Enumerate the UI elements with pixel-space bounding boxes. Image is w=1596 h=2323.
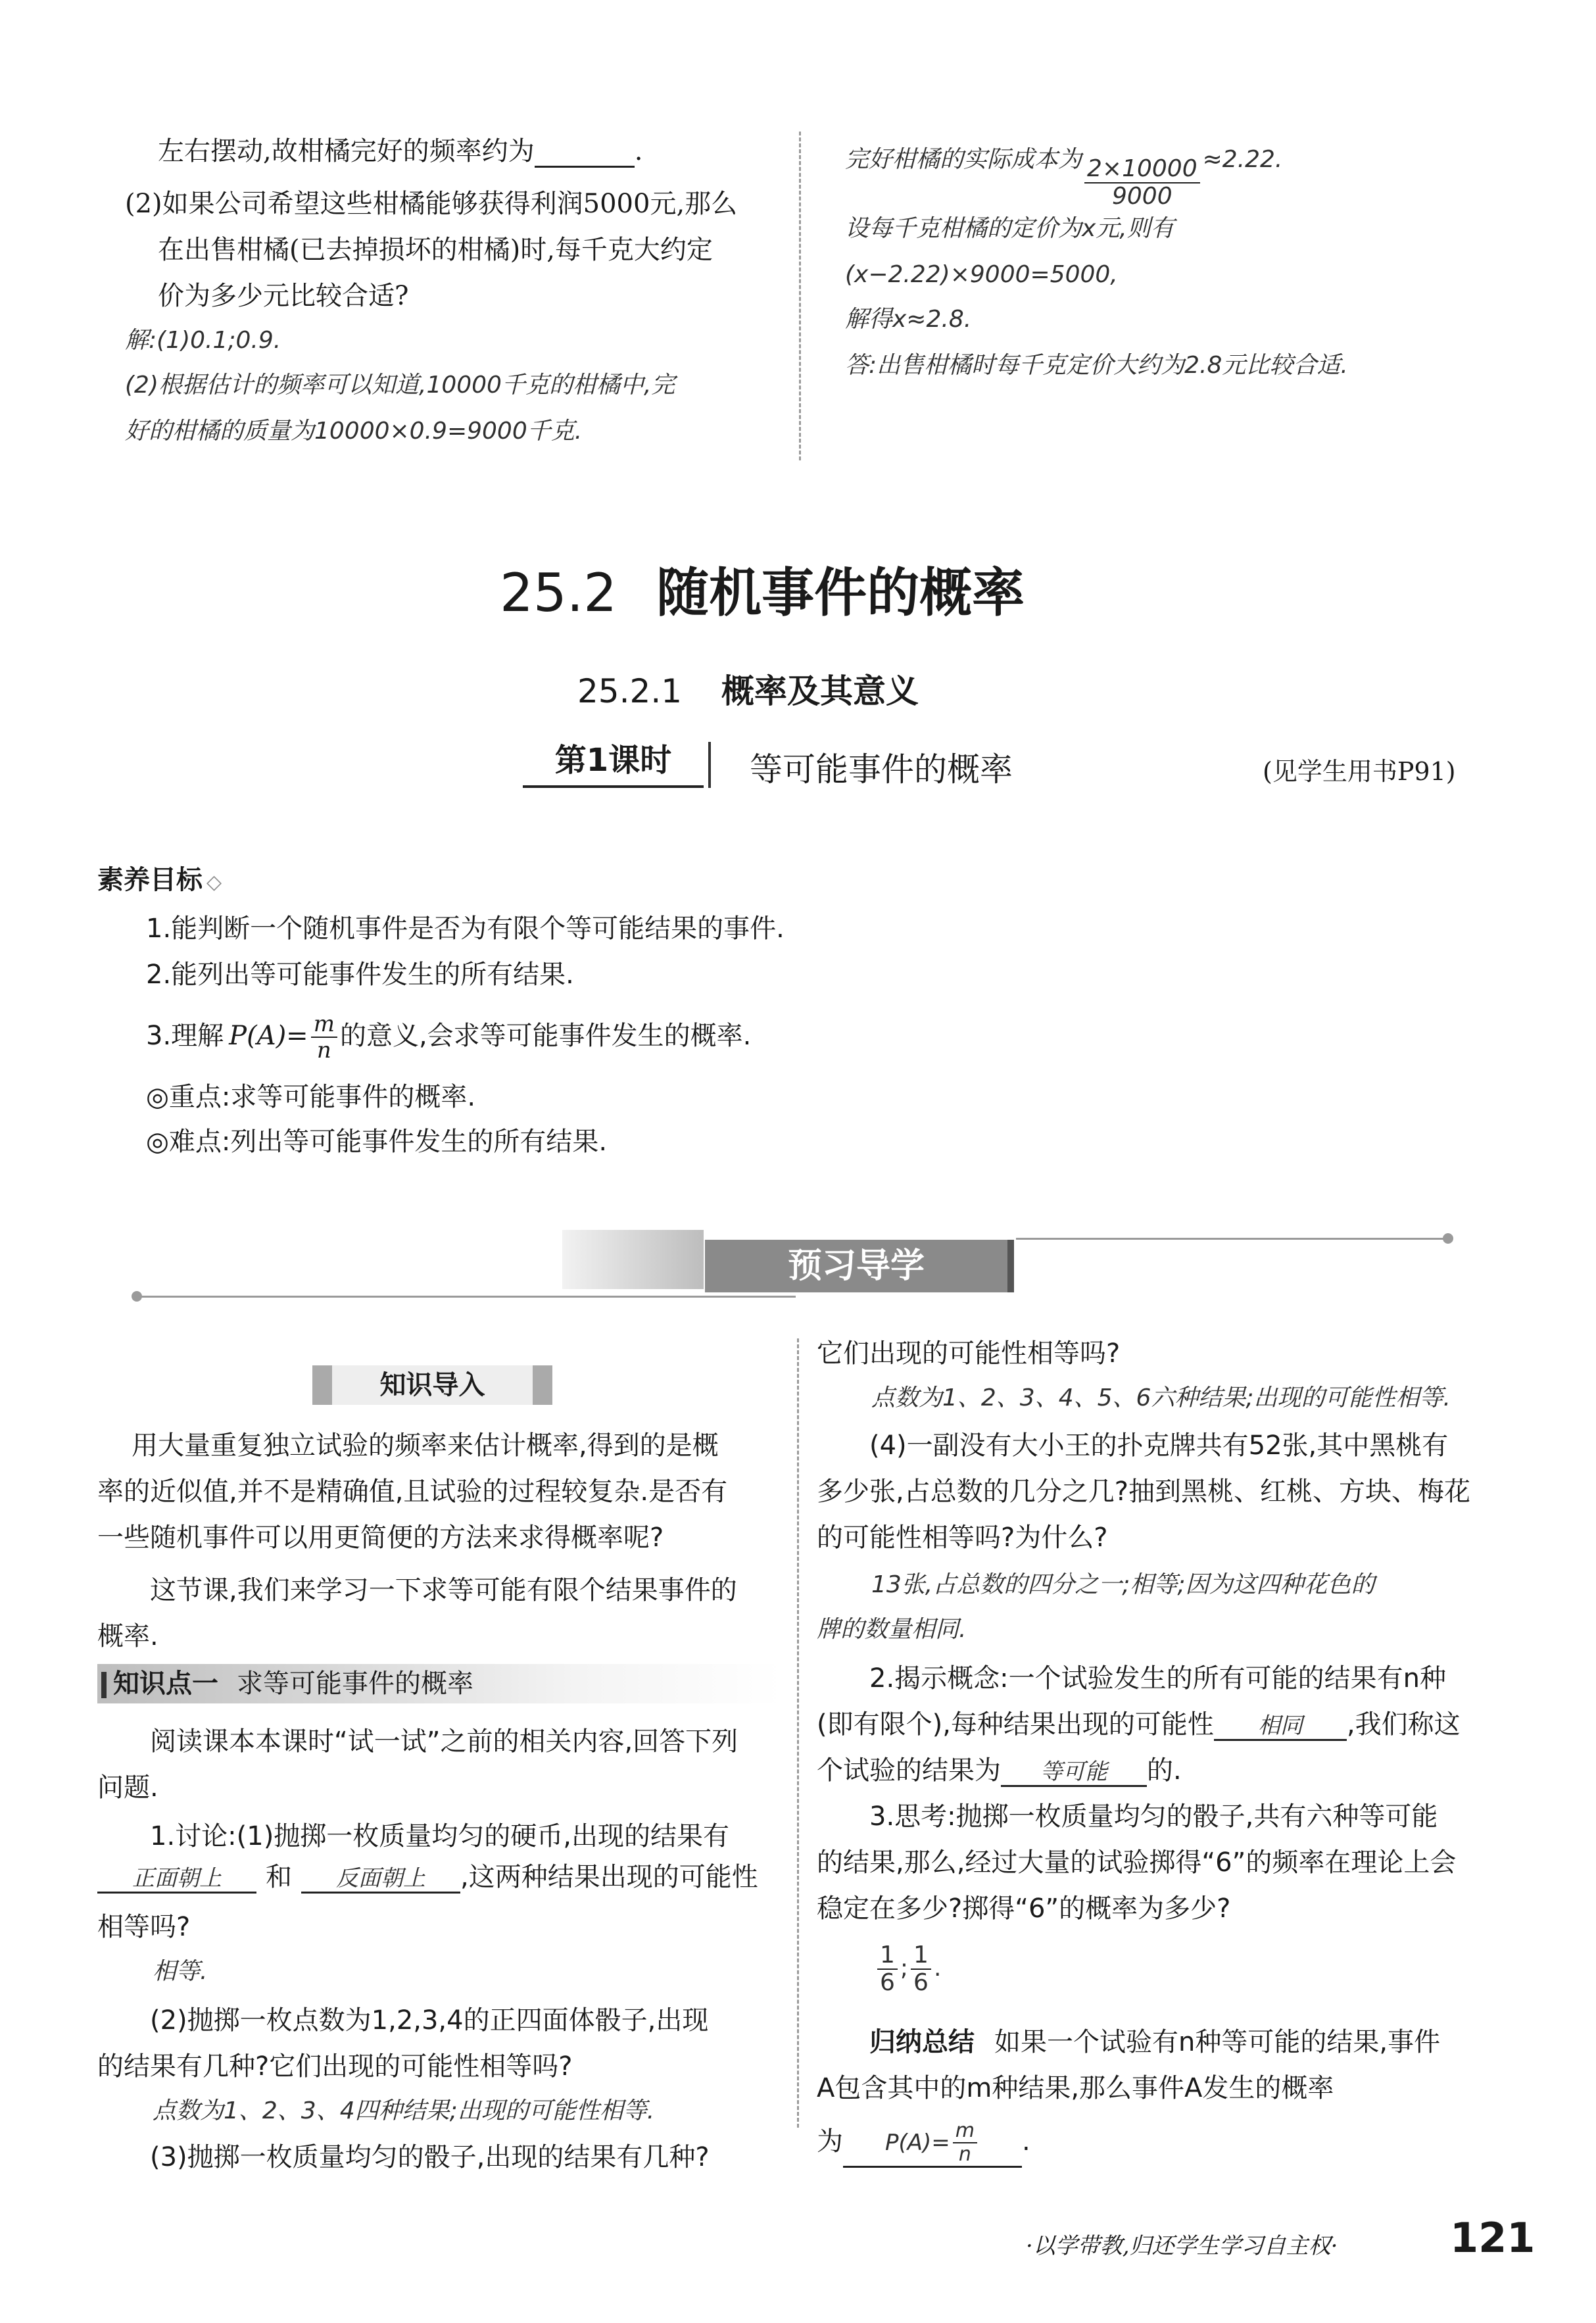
top-right-line-3: (x−2.22)×9000=5000, [845, 261, 1118, 288]
intro-p2: 率的近似值,并不是精确值,且试验的过程较复杂.是否有 [97, 1477, 728, 1507]
top-right-line-4: 解得x≈2.8. [845, 306, 972, 333]
goal-2: 2.能列出等可能事件发生的所有结果. [146, 960, 574, 990]
banner-shadow [562, 1230, 704, 1289]
answer-blank [535, 138, 635, 168]
concept-line-3: 个试验的结果为 等可能 的. [817, 1755, 1182, 1786]
summary-line-1: 归纳总结 如果一个试验有n种等可能的结果,事件 [869, 2027, 1441, 2057]
q3-line-2: 它们出现的可能性相等吗? [817, 1338, 1121, 1369]
q4-answer-1: 13张,占总数的四分之一;相等;因为这四种花色的 [871, 1571, 1375, 1598]
q2-line-2: 的结果有几种?它们出现的可能性相等吗? [97, 2051, 573, 2082]
q3-line-1: (3)抛掷一枚质量均匀的骰子,出现的结果有几种? [150, 2142, 710, 2172]
q4-line-3: 的可能性相等吗?为什么? [817, 1523, 1108, 1553]
top-left-answer-2: (2)根据估计的频率可以知道,10000千克的柑橘中,完 [125, 372, 675, 399]
lesson-title: 等可能事件的概率 [750, 750, 1013, 789]
q1-blank-1: 正面朝上 [97, 1864, 256, 1894]
lesson-header [523, 737, 1457, 796]
intro-heading: 知识导入 [312, 1365, 552, 1405]
q1-line-1: 1.讨论:(1)抛掷一枚质量均匀的硬币,出现的结果有 [150, 1821, 730, 1851]
banner-label: 预习导学 [705, 1240, 1014, 1292]
q1-blank-2: 反面朝上 [301, 1864, 460, 1894]
top-left-answer-3: 好的柑橘的质量为10000×0.9=9000千克. [125, 418, 583, 445]
summary-blank: P(A)= $\frac{m}{n}$ [843, 2121, 1022, 2168]
top-right-line-2: 设每千克柑橘的定价为x元,则有 [845, 215, 1174, 242]
q2-line-1: (2)抛掷一枚点数为1,2,3,4的正四面体骰子,出现 [150, 2005, 709, 2036]
q1-line-2: 正面朝上 和 反面朝上 ,这两种结果出现的可能性 [97, 1864, 758, 1894]
concept-blank-2: 等可能 [1001, 1757, 1147, 1787]
think-line-3: 稳定在多少?掷得“6”的概率为多少? [817, 1894, 1231, 1924]
top-left-line-2: (2)如果公司希望这些柑橘能够获得利润5000元,那么 [125, 189, 738, 219]
q4-answer-2: 牌的数量相同. [817, 1616, 967, 1643]
concept-line-2: (即有限个),每种结果出现的可能性 相同 ,我们称这 [817, 1709, 1461, 1740]
column-divider-lower [797, 1338, 799, 2128]
q1-line-3: 相等吗? [97, 1912, 191, 1942]
lesson-label: 第1课时 [523, 741, 704, 788]
banner-rule-right [1016, 1238, 1447, 1240]
one-sixth-fraction-2: $\frac{1}{6}$ [911, 1944, 931, 1995]
cost-fraction: $\frac{2\times 10000}{9000}$ [1084, 157, 1200, 208]
think-answer: $\frac{1}{6}$ ; $\frac{1}{6}$ . [875, 1944, 941, 1995]
reading-2: 问题. [97, 1773, 158, 1803]
summary-line-3: 为 P(A)= $\frac{m}{n}$ . [817, 2121, 1030, 2168]
banner-dot-left [132, 1291, 142, 1302]
top-right-line-1: 完好柑橘的实际成本为 $\frac{2\times 10000}{9000}$ ≈2.22. [845, 146, 1283, 210]
goal-1: 1.能判断一个随机事件是否为有限个等可能结果的事件. [146, 914, 785, 944]
top-right-line-5: 答:出售柑橘时每千克定价大约为2.8元比较合适. [845, 352, 1348, 379]
intro-p5: 概率. [97, 1621, 158, 1651]
knowledge-point-marker [101, 1672, 107, 1698]
banner-rule [138, 1296, 796, 1298]
top-left-line-3: 在出售柑橘(已去掉损坏的柑橘)时,每千克大约定 [158, 235, 713, 265]
lesson-divider [708, 742, 711, 788]
concept-blank-1: 相同 [1214, 1711, 1347, 1741]
reading-1: 阅读课本本课时“试一试”之前的相关内容,回答下列 [150, 1726, 738, 1757]
q2-answer: 点数为1、2、3、4四种结果;出现的可能性相等. [153, 2097, 655, 2124]
q4-line-2: 多少张,占总数的几分之几?抽到黑桃、红桃、方块、梅花 [817, 1477, 1470, 1507]
goal-3: 3.理解 P(A)= $\frac{m}{n}$ 的意义,会求等可能事件发生的概率. [146, 1011, 752, 1064]
student-book-ref: (见学生用书P91) [1263, 757, 1456, 786]
summary-line-2: A包含其中的m种结果,那么事件A发生的概率 [817, 2073, 1334, 2103]
footer-slogan: ·以学带教,归还学生学习自主权· [1026, 2233, 1338, 2259]
q4-line-1: (4)一副没有大小王的扑克牌共有52张,其中黑桃有 [869, 1430, 1449, 1461]
top-left-answer-1: 解:(1)0.1;0.9. [125, 327, 281, 354]
section-title: 25.2 随机事件的概率 [500, 562, 1025, 624]
top-left-line-1: 左右摆动,故柑橘完好的频率约为 . [158, 136, 643, 166]
think-line-1: 3.思考:抛掷一枚质量均匀的骰子,共有六种等可能 [869, 1801, 1438, 1832]
think-line-2: 的结果,那么,经过大量的试验掷得“6”的频率在理论上会 [817, 1847, 1457, 1878]
q3-answer: 点数为1、2、3、4、5、6六种结果;出现的可能性相等. [871, 1384, 1451, 1411]
one-sixth-fraction-1: $\frac{1}{6}$ [877, 1944, 898, 1995]
goals-heading: 素养目标 ◇ [97, 865, 222, 895]
diamond-icon: ◇ [206, 871, 222, 894]
top-left-line-4: 价为多少元比较合适? [158, 281, 409, 311]
intro-p3: 一些随机事件可以用更简便的方法来求得概率呢? [97, 1523, 664, 1553]
page-number: 121 [1450, 2214, 1536, 2262]
concept-line-1: 2.揭示概念:一个试验发生的所有可能的结果有n种 [869, 1663, 1446, 1694]
summary-fraction: $\frac{m}{n}$ [953, 2121, 977, 2164]
key-point: ◎重点:求等可能事件的概率. [146, 1082, 476, 1112]
intro-p1: 用大量重复独立试验的频率来估计概率,得到的是概 [132, 1430, 719, 1461]
column-divider [799, 132, 801, 460]
banner-dot-right [1443, 1233, 1453, 1244]
knowledge-point-bar: 知识点一 求等可能事件的概率 [97, 1664, 781, 1703]
q1-answer: 相等. [153, 1958, 208, 1985]
difficult-point: ◎难点:列出等可能事件发生的所有结果. [146, 1127, 608, 1157]
subsection-title: 25.2.1 概率及其意义 [577, 672, 919, 710]
m-over-n-fraction: $\frac{m}{n}$ [311, 1013, 337, 1062]
intro-p4: 这节课,我们来学习一下求等可能有限个结果事件的 [150, 1575, 737, 1605]
